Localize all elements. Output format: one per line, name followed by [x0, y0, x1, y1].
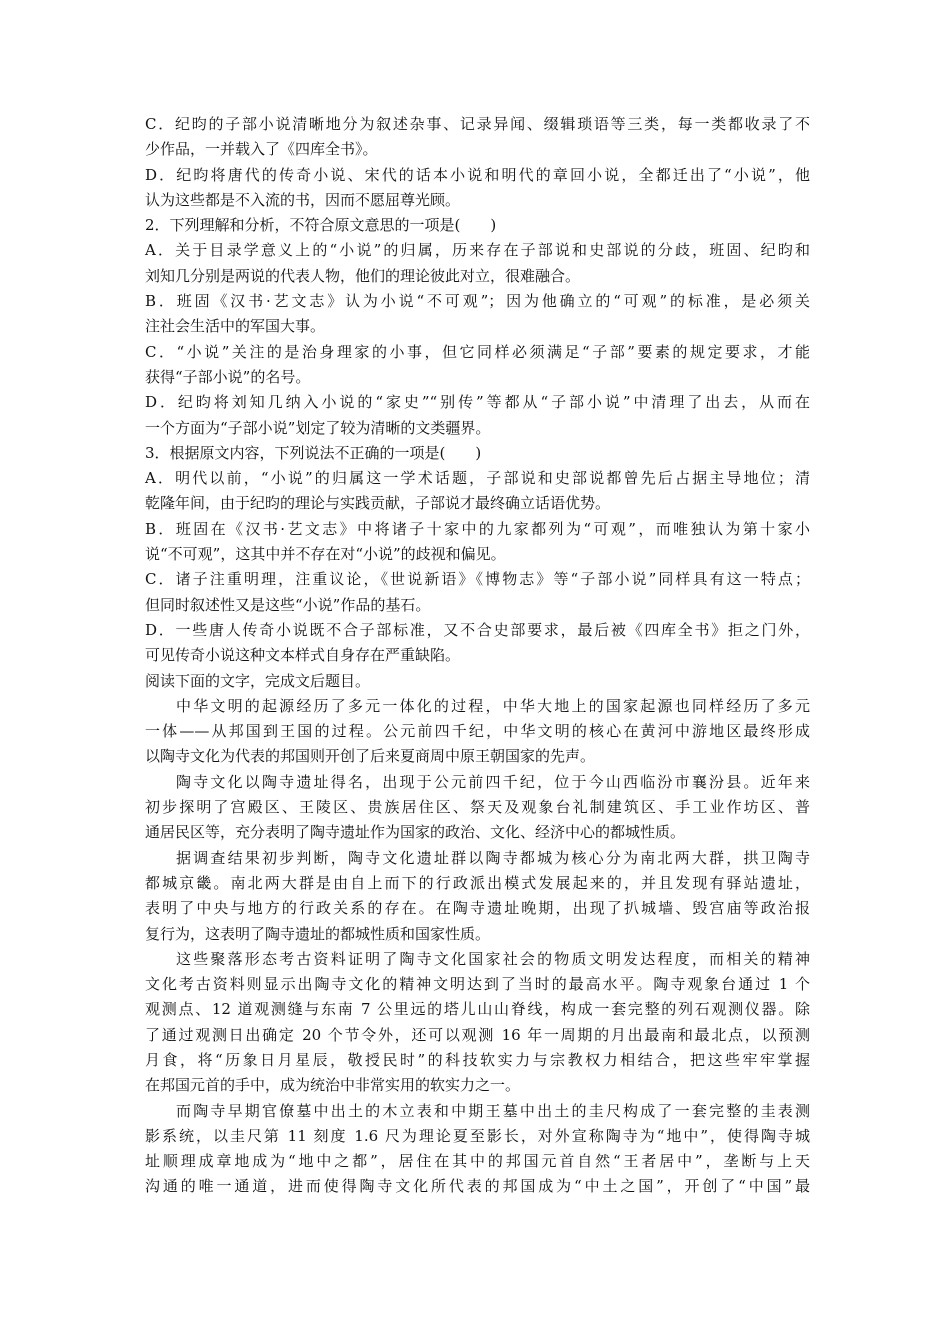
text-line: 沟通的唯一通道，进而使得陶寺文化所代表的邦国成为“中土之国”，开创了“中国”最	[145, 1177, 810, 1196]
text-line: 3．根据原文内容，下列说法不正确的一项是( )	[145, 443, 482, 462]
text-line: A．明代以前，“小说”的归属这一学术话题，子部说和史部说都曾先后占据主导地位；清	[145, 469, 810, 488]
text-line: A．关于目录学意义上的“小说”的归属，历来存在子部说和史部说的分歧，班固、纪昀和	[145, 241, 810, 260]
text-line: 文化考古资料则显示出陶寺文化的精神文明达到了当时的最高水平。陶寺观象台通过 1 个	[145, 975, 810, 994]
text-line: 在邦国元首的手中，成为统治中非常实用的软实力之一。	[145, 1076, 521, 1095]
text-line: 表明了中央与地方的行政关系的存在。在陶寺遗址晚期，出现了扒城墙、毁宫庙等政治报	[145, 899, 810, 918]
text-line: 少作品，一并载入了《四库全书》。	[145, 140, 378, 159]
text-line: 认为这些都是不入流的书，因而不愿屈尊光顾。	[145, 190, 461, 209]
text-line: 一体——从邦国到王国的过程。公元前四千纪，中华文明的核心在黄河中游地区最终形成	[145, 722, 810, 741]
text-line: 初步探明了宫殿区、王陵区、贵族居住区、祭天及观象台礼制建筑区、手工业作坊区、普	[145, 798, 810, 817]
text-line: 乾隆年间，由于纪昀的理论与实践贡献，子部说才最终确立话语优势。	[145, 494, 611, 513]
document-page	[145, 112, 810, 1200]
text-line: 可见传奇小说这种文本样式自身存在严重缺陷。	[145, 646, 461, 665]
text-line: 说“不可观”，这其中并不存在对“小说”的歧视和偏见。	[145, 545, 506, 564]
text-line: 通居民区等，充分表明了陶寺遗址作为国家的政治、文化、经济中心的都城性质。	[145, 823, 686, 842]
text-line: 阅读下面的文字，完成文后题目。	[145, 671, 371, 690]
text-line: 这些聚落形态考古资料证明了陶寺文化国家社会的物质文明发达程度，而相关的精神	[176, 949, 810, 968]
text-line: D．纪昀将刘知几纳入小说的“家史”“别传”等都从“子部小说”中清理了出去，从而在	[145, 393, 810, 412]
text-line: 中华文明的起源经历了多元一体化的过程，中华大地上的国家起源也同样经历了多元	[176, 696, 810, 715]
text-line: 获得“子部小说”的名号。	[145, 367, 311, 386]
text-line: 都城京畿。南北两大群是由自上而下的行政派出模式发展起来的，并且发现有驿站遗址，	[145, 873, 810, 892]
text-line: D．一些唐人传奇小说既不合子部标准，又不合史部要求，最后被《四库全书》拒之门外，	[145, 620, 810, 639]
text-line: B．班固在《汉书·艺文志》中将诸子十家中的九家都列为“可观”，而唯独认为第十家小	[145, 519, 810, 538]
text-line: 2．下列理解和分析，不符合原文意思的一项是( )	[145, 216, 497, 235]
text-line: 影系统，以圭尺第 11 刻度 1.6 尺为理论夏至影长，对外宣称陶寺为“地中”，使得陶寺城	[145, 1126, 810, 1145]
text-line: 刘知几分别是两说的代表人物，他们的理论彼此对立，很难融合。	[145, 266, 581, 285]
text-line: 而陶寺早期官僚墓中出土的木立表和中期王墓中出土的圭尺构成了一套完整的圭表测	[176, 1101, 810, 1120]
text-line: C．“小说”关注的是治身理家的小事，但它同样必须满足“子部”要素的规定要求，才能	[145, 342, 810, 361]
text-line: 但同时叙述性又是这些“小说”作品的基石。	[145, 595, 431, 614]
text-line: 据调查结果初步判断，陶寺文化遗址群以陶寺都城为核心分为南北两大群，拱卫陶寺	[176, 848, 810, 867]
text-line: 一个方面为“子部小说”划定了较为清晰的文类疆界。	[145, 418, 491, 437]
text-line: D．纪昀将唐代的传奇小说、宋代的话本小说和明代的章回小说，全都迁出了“小说”，他	[145, 165, 810, 184]
text-line: C．纪昀的子部小说清晰地分为叙述杂事、记录异闻、缀辑琐语等三类，每一类都收录了不	[145, 115, 810, 133]
text-line: 观测点、12 道观测缝与东南 7 公里远的塔儿山山脊线，构成一套完整的列石观测仪器。除	[145, 1000, 810, 1019]
text-line: 了通过观测日出确定 20 个节令外，还可以观测 16 年一周期的月出最南和最北点，以预测	[145, 1025, 810, 1044]
text-line: 陶寺文化以陶寺遗址得名，出现于公元前四千纪，位于今山西临汾市襄汾县。近年来	[176, 772, 810, 791]
text-line: 址顺理成章地成为“地中之都”，居住在其中的邦国元首自然“王者居中”，垄断与上天	[145, 1152, 810, 1171]
text-line: 月食，将“历象日月星辰，敬授民时”的科技软实力与宗教权力相结合，把这些牢牢掌握	[145, 1050, 810, 1069]
text-line: C．诸子注重明理，注重议论，《世说新语》《博物志》等“子部小说”同样具有这一特点；	[145, 570, 810, 589]
text-line: 以陶寺文化为代表的邦国则开创了后来夏商周中原王朝国家的先声。	[145, 747, 596, 766]
text-line: 注社会生活中的军国大事。	[145, 317, 326, 336]
text-line: B．班固《汉书·艺文志》认为小说“不可观”；因为他确立的“可观”的标准，是必须关	[145, 292, 810, 311]
text-line: 复行为，这表明了陶寺遗址的都城性质和国家性质。	[145, 924, 491, 943]
